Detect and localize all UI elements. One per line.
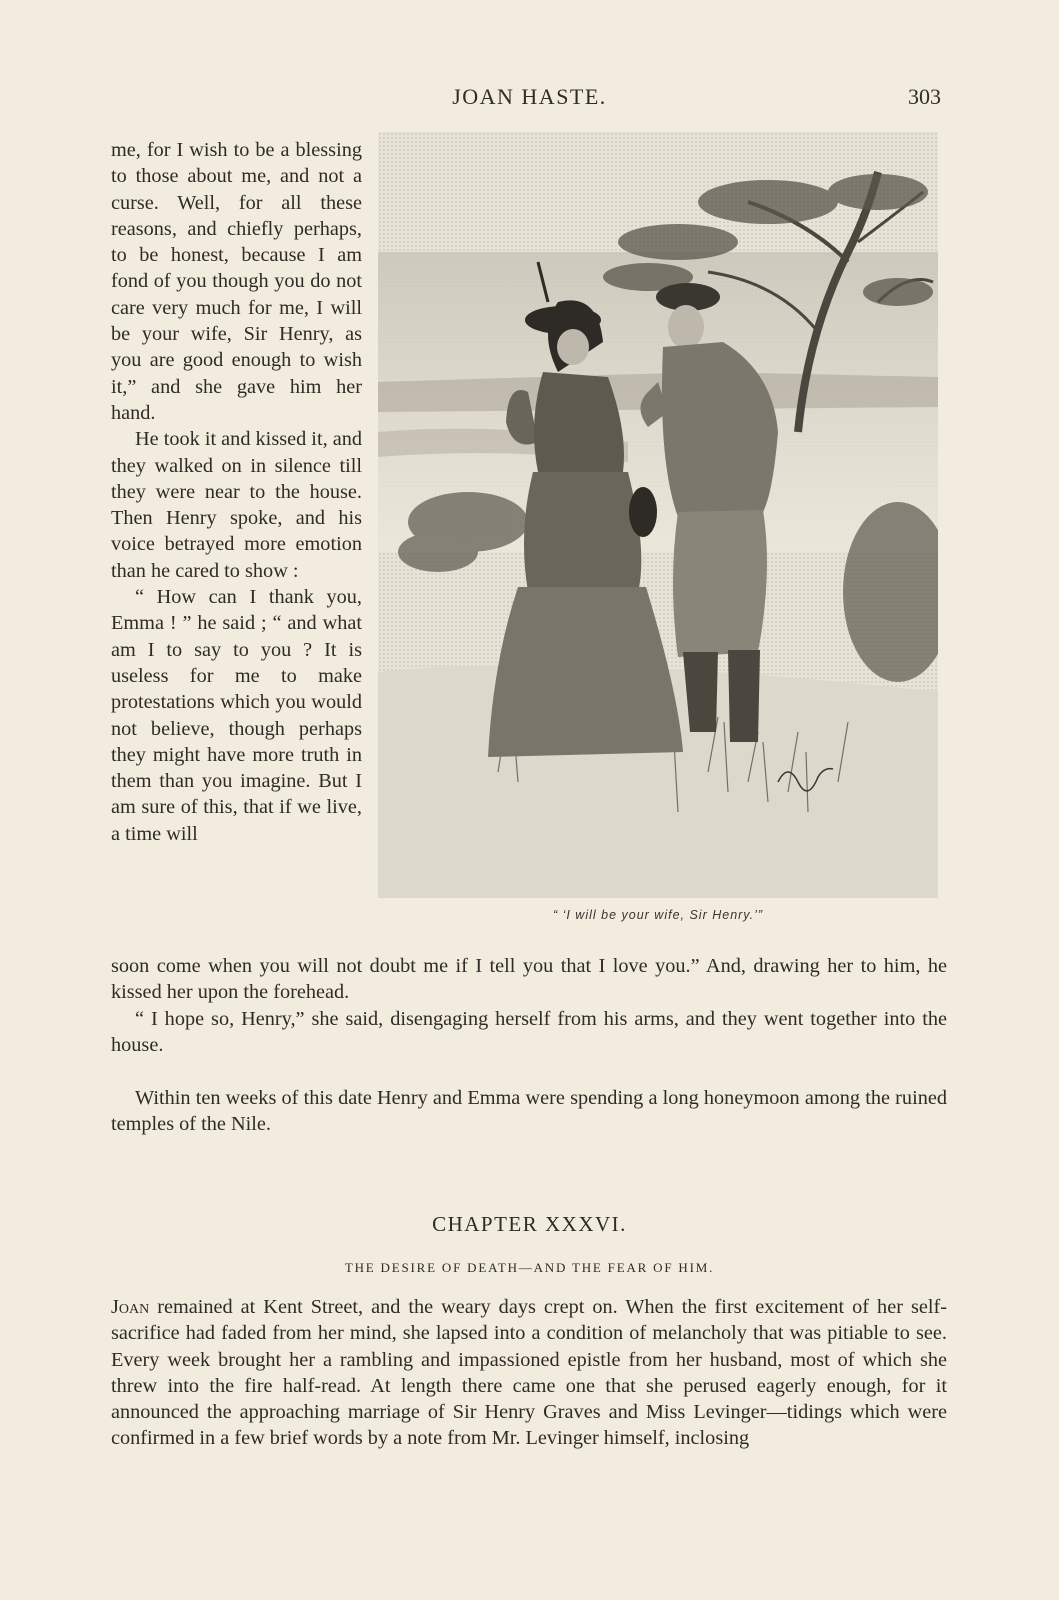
chapter-first-word: Joan: [111, 1296, 150, 1318]
running-head: [0, 84, 1059, 114]
page-number: 303: [908, 84, 941, 109]
paragraph: “ How can I thank you, Emma ! ” he said ; “ and what am I to say to you ? It is useless for me to make protestations which you would not believe, though perhaps they might have more truth in them than you imagine. But I am sure of this, that if we live, a time will: [111, 586, 362, 845]
closing-paragraph: Within ten weeks of this date Henry and Emma were spending a long honeymoon among the ruined temples of the Nile.: [111, 1087, 947, 1136]
chapter-title: CHAPTER XXXVI.: [432, 1212, 627, 1236]
closing-paragraph-block: [111, 1085, 947, 1138]
text-column-narrow: [111, 137, 362, 847]
text-continuation: [111, 953, 947, 1058]
paragraph: “ I hope so, Henry,” she said, disengaging herself from his arms, and they went together into the house.: [111, 1007, 947, 1056]
illustration-couple: [378, 132, 938, 898]
chapter-opening-text: remained at Kent Street, and the weary days crept on. When the first excitement of her self-sacrifice had faded from her mind, she lapsed into a condition of melancholy that was pitiable to see. Every week brought her a rambling and impassioned epistle from her husband, most of which she threw into the fire half-read. At length there came one that she perused eagerly enough, for it announced the approaching marriage of Sir Henry Graves and Miss Levinger—tidings which were confirmed in a few brief words by a note from Mr. Levinger himself, inclosing: [111, 1296, 947, 1450]
paragraph: me, for I wish to be a blessing to those about me, and not a curse. Well, for all these reasons, and chiefly perhaps, to be honest, because I am fond of you though you do not care very much for me, I will be your wife, Sir Henry, as you are good enough to wish it,” and she gave him her hand.: [111, 139, 362, 424]
chapter-subtitle: THE DESIRE OF DEATH—AND THE FEAR OF HIM.: [344, 1260, 715, 1275]
paragraph: He took it and kissed it, and they walked on in silence till they were near to the house. Then Henry spoke, and his voice betrayed more emotion than he cared to show :: [111, 428, 363, 582]
paragraph: soon come when you will not doubt me if I tell you that I love you.” And, drawing her to him, he kissed her upon the forehead.: [111, 955, 947, 1004]
chapter-body: [111, 1294, 947, 1452]
chapter-opening-paragraph: [111, 1294, 947, 1452]
running-title: JOAN HASTE.: [452, 84, 607, 109]
illustration-drawing: [378, 132, 938, 898]
illustration-caption: “ ‘I will be your wife, Sir Henry.’”: [552, 908, 764, 922]
